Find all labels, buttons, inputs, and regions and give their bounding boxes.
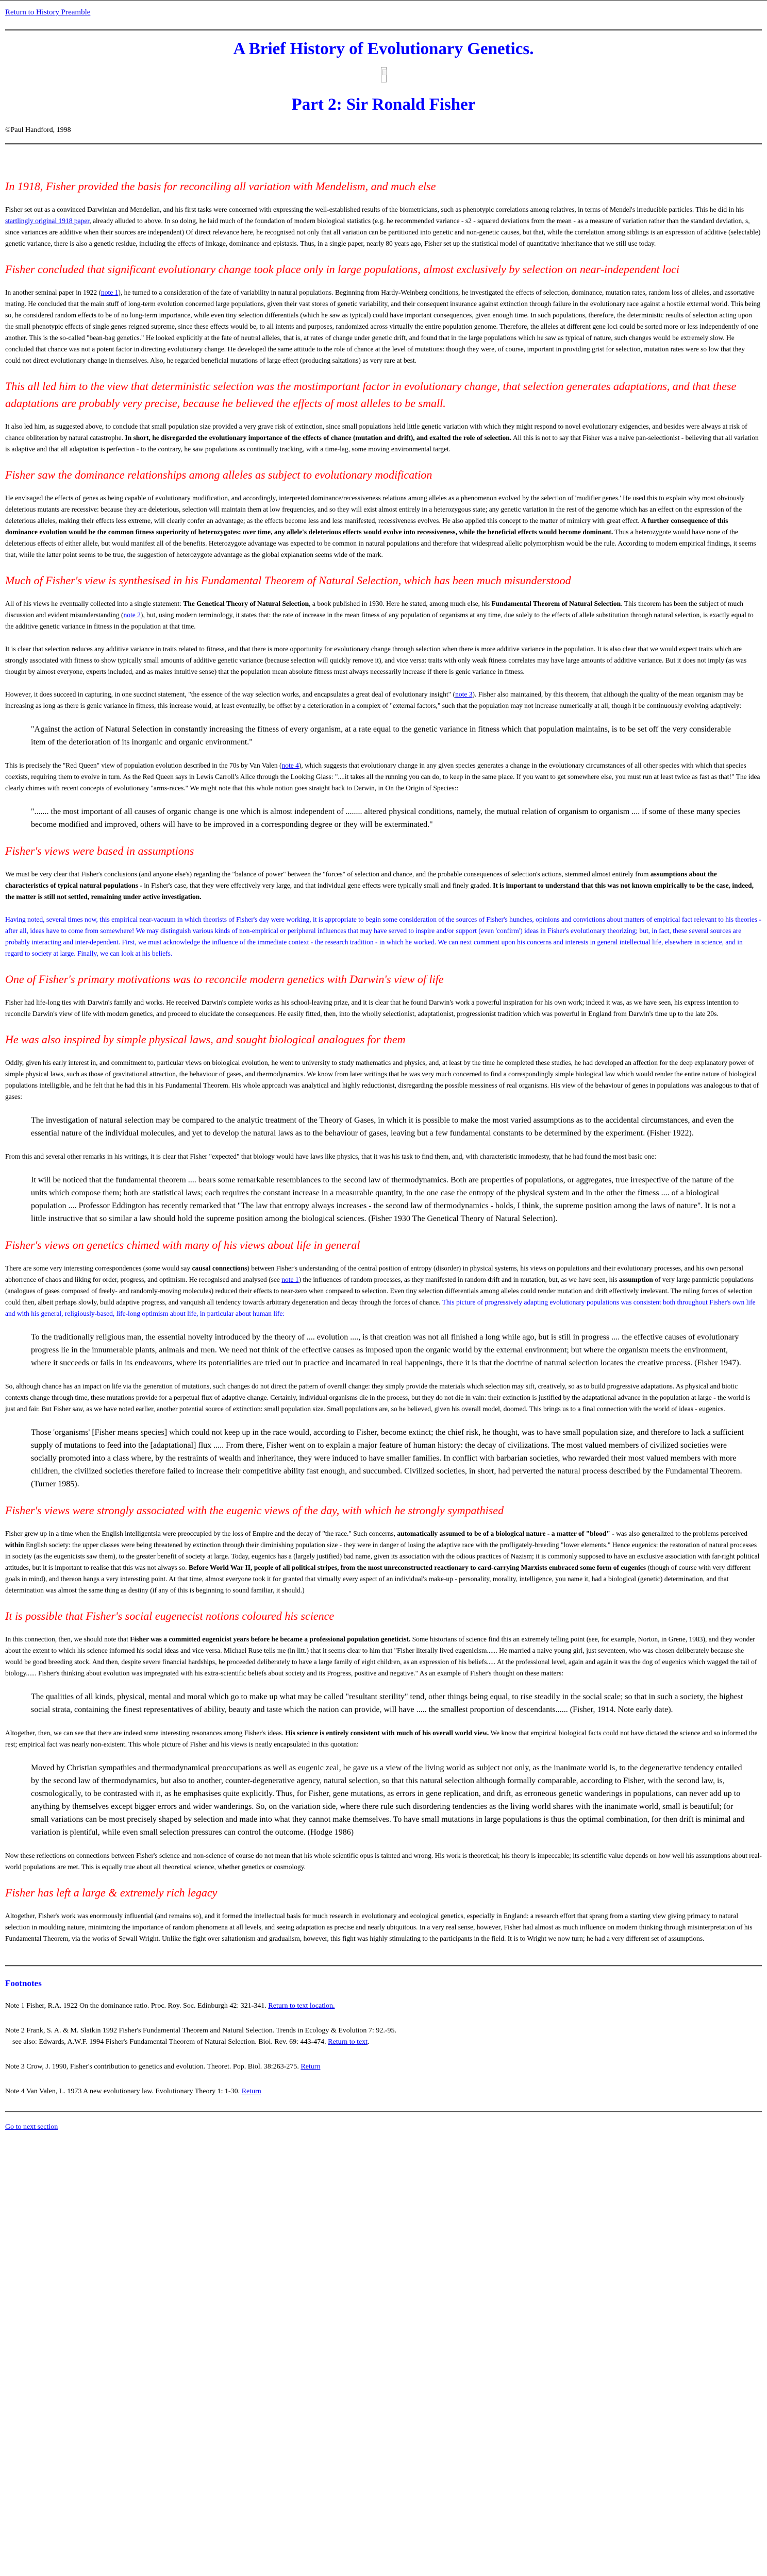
part-title: Part 2: Sir Ronald Fisher bbox=[291, 95, 476, 114]
paragraph-assumptions bbox=[5, 869, 762, 903]
text: Fisher grew up in a time when the English intelligentsia were preoccupied by the loss of Empire and the decay of "the race." Such concerns, bbox=[5, 1530, 397, 1537]
quote-theory-of-gases: The investigation of natural selection may be compared to the analytic treatment of the Theory of Gases, in which it is possible to make the most varied assumptions as to the accidental circumstances, and even the essential nature of the individual molecules, and yet to develop the natural laws as to the behaviour of gases, leaving but a few fundamental constants to be determined by the experiment. (Fisher 1922). bbox=[31, 1116, 734, 1138]
text: All of his views he eventually collected into a single statement: bbox=[5, 600, 184, 607]
copyright-notice: ©Paul Handford, 1998 bbox=[5, 126, 71, 134]
footnotes-divider bbox=[5, 1965, 762, 1967]
text: . This theorem has been the subject of much discussion and evident misunderstanding ( bbox=[5, 600, 744, 619]
text: It also led him, as suggested above, to conclude that small population size provided a very grave risk of extinction, since small populations held little genetic variation with which they might respond to novel evolutionary exigencies, and besides were always at risk of chance obliteration by natural catastrophe. bbox=[5, 422, 747, 442]
text: ) the influences of random processes, as they manifested in random drift and in mutation, but, as we have seen, his bbox=[298, 1276, 619, 1283]
footnote-text: Note 2 Frank, S. A. & M. Slatkin 1992 Fisher's Fundamental Theorem and Natural Selection. Trends in Ecology & Evolution 7: 92.-95. bbox=[5, 2027, 396, 2035]
paragraph-1922-paper bbox=[5, 287, 762, 366]
footnote-2 bbox=[5, 2025, 762, 2048]
paragraph-reflections: Now these reflections on connections between Fisher's science and non-science of course do not mean that his whole scientific opus is tainted and wrong. His work is theoretical; his theory is impeccable; its scientific value depends on how well his assumptions about real-world populations are met. This is equally true about all theoretical science, whether genetics or cosmology. bbox=[5, 1852, 762, 1871]
paragraph-red-queen bbox=[5, 760, 762, 794]
quote-turner: Those 'organisms' [Fisher means species] which could not keep up in the race would, according to Fisher, become extinct; the chief risk, he thought, was to have small population size, and therefore to lack a sufficient supply of mutations to feed into the [adaptational] flux ..... From there, Fisher went on to explain a major feature of human history: the decay of civilizations. The most valued members of civilized societies were socially promoted into a class where, by the restraints of wealth and inheritance, they were induced to have smaller families. In conflict with barbarian societies, who rewarded their most valued members with more children, the civilized societies therefore failed to increase their competitive ability fast enough, and succumbed. Civilized societies, in short, had perverted the natural process described by the Fundamental Theorem. (Turner 1985). bbox=[31, 1428, 744, 1488]
go-to-next-section-link[interactable]: Go to next section bbox=[5, 2123, 58, 2131]
text: All this is not to say that Fisher was a naive pan-selectionist - believing that all variation is adaptive and that all adaptation is perfection - to the contrary, he saw populations as continually tracking, with a time-lag, some moving environmental target. bbox=[5, 434, 759, 453]
text: Some historians of science find this an extremely telling point (see, for example, Norton, in Grene, 1983), and they wonder about the extent to which his science informed his social ideas and vice versa. Michael Ruse tells me (in litt.) that it seems clear to him that "Fisher literally lived eugenicism...... He married a naive young girl, just seventeen, who was chosen deliberately because she would be good breeding stock. And then, despite severe financial hardships, he proceeded deliberately to have a large family of eight children, as an expression of his beliefs..... At the professional level, again and again it was the dog of eugenics which wagged the tail of biology...... Fisher's thinking about evolution was impregnated with his extra-scientific beliefs about society and its Progress, positive and negative." As an example of Fisher's thought on these matters: bbox=[5, 1635, 757, 1677]
paragraph-committed-eugenicist bbox=[5, 1634, 762, 1679]
text: ), but, using modern terminology, it states that: the rate of increase in the mean fitness of any population of organisms at any time, due solely to the effects of allele substitution through natural selection, is exactly equal to the additive genetic variance in fitness in the population at that time. bbox=[5, 611, 754, 630]
quote-natural-selection: "Against the action of Natural Selection in constantly increasing the fitness of every organism, at a rate equal to the genetic variance in fitness which that population maintains, is to be set off the very considerable item of the deterioration of its inorganic and organic environment." bbox=[31, 725, 731, 747]
paragraph-legacy: Altogether, Fisher's work was enormously influential (and remains so), and it formed the intellectual basis for much research in evolutionary and ecological genetics, especially in England: a research effort that sprang from a starting view giving primacy to natural selection in moulding nature, minimizing the importance of random phenomena at all levels, and seeing adaptation as precise and nearly ubiquitous. In a very real sense, however, Fisher had almost as much influence on modern thinking through misinterpretation of his Fundamental Theorem, via the works of Sewall Wright. Unlike the fight over saltationism and gradualism, however, this fight was highly stimulating to the participants in the field. It is to Wright we now turn; he had a very different set of assumptions. bbox=[5, 1912, 753, 1942]
bold-text: The Genetical Theory of Natural Selection bbox=[183, 600, 309, 607]
text: English society: the upper classes were being threatened by extinction through their diminishing population size - they were in danger of losing the adaptive race with the profligately-breeding "lower elements." Hence eugenics: the restoration of natural processes in society (as the eugenicists saw them), to the greater benefit of society at large. Today, eugenics has a (largely justified) bad name, given its association with the odious practices of Nazism; it is commonly supposed to have an exclusive association with far-right political attitudes, but it is important to realise that this was not always so. bbox=[5, 1541, 760, 1571]
paragraph-dominance bbox=[5, 493, 762, 561]
page-body bbox=[0, 1, 767, 2143]
paragraph-expected-laws: From this and several other remarks in his writings, it is clear that Fisher "expected" that biology would have laws like physics, that it was his task to find them, and, with characteristic immodesty, that he had found the most basic one: bbox=[5, 1153, 657, 1160]
text: , already alluded to above. In so doing, he laid much of the foundation of modern biological statistics (e.g. he recommended variance - s2 - squared deviations from the mean - as a measure of variation rather than the standard deviation, s, since variances are additive when their sources are independent) Of direct relevance here, he recognised not only that all variation can be partitioned into genetic and non-genetic causes, but that, while the correlation among siblings is an expression of additive (selectable) genetic variance, there is also a genetic residue, including the effects of linkage, dominance and epistasis. Thus, in a single paper, nearly 80 years ago, Fisher set up the statistical model of quantitative inheritance that we still use today. bbox=[5, 217, 761, 247]
quote-darwin-origin: "....... the most important of all causes of organic change is one which is almost independent of ........ altered physical conditions, namely, the mutual relation of organism to organism .... if some of these many species become modified and improved, others will have to be improved in a corresponding degree or they will be exterminated." bbox=[31, 807, 741, 829]
paragraph-essence-of-selection bbox=[5, 689, 762, 711]
title-divider bbox=[5, 143, 762, 145]
footnote-4 bbox=[5, 2086, 762, 2097]
text: This is precisely the "Red Queen" view of population evolution described in the 70s by Van Valen ( bbox=[5, 761, 282, 769]
footnote-text: Note 3 Crow, J. 1990, Fisher's contribution to genetics and evolution. Theoret. Pop. Biol. 38:263-275. bbox=[5, 2063, 301, 2071]
section-heading-dominance: Fisher saw the dominance relationships among alleles as subject to evolutionary modification bbox=[5, 468, 432, 481]
header-divider-wrap bbox=[5, 29, 762, 31]
bold-text: Fisher was a committed eugenicist years before he became a professional population geneticist. bbox=[130, 1635, 411, 1643]
footnote-text: see also: Edwards, A.W.F. 1994 Fisher's Fundamental Theorem of Natural Selection. Biol. Rev. 69: 443-474. bbox=[12, 2038, 328, 2046]
text: He envisaged the effects of genes as being capable of evolutionary modification, and accordingly, interpreted dominance/recessiveness relations among alleles as a phenomenon evolved by the selection of 'modifier genes.' He used this to explain why most obviously deleterious mutants are recessive: because they are deleterious, selection will maintain them at low frequencies, and so they will exist almost entirely in a heterozygous state; any genetic variation in the rest of the genome which has an effect on the expression of the deleterious alleles, making their effects less extreme, will clearly confer an advantage; as the effects become less and less manifested, recessiveness evolves. He also applied this concept to the matter of mimicry with great effect. bbox=[5, 494, 745, 524]
section-heading-large-populations: Fisher concluded that significant evolutionary change took place only in large populations, almost exclusively by selection on near-independent loci bbox=[5, 263, 680, 276]
text: Fisher set out as a convinced Darwinian and Mendelian, and his first tasks were concerned with expressing the well-established results of the biometricians, such as phenotypic correlations among relatives, in terms of Mendel's irreducible particles. This he did in his bbox=[5, 206, 744, 213]
section-heading-fundamental-theorem: Much of Fisher's view is synthesised in his Fundamental Theorem of Natural Selection, which has been much misunderstood bbox=[5, 574, 571, 587]
footnote-2-see-also bbox=[5, 2037, 762, 2048]
page-title: A Brief History of Evolutionary Genetics. bbox=[233, 40, 534, 58]
blue-text: This picture of progressively adapting evolutionary populations was consistent both throughout Fisher's own life and with his general, religiously-based, life-long optimism about life, in particular about human life: bbox=[5, 1298, 756, 1317]
paragraph-eugenics bbox=[5, 1528, 762, 1596]
text: We know that empirical biological facts could not have dictated the science and so informed the rest; empirical fact was nearly non-existent. This whole picture of Fisher and his views is neatly encapsulated in this quotation: bbox=[5, 1729, 758, 1748]
text: We must be very clear that Fisher's conclusions (and anyone else's) regarding the "balance of power" between the "forces" of selection and chance, and the probable consequences of selection's actions, stemmed almost entirely from bbox=[5, 870, 651, 878]
paragraph-additive-variance: It is clear that selection reduces any additive variance in traits related to fitness, and that there is more opportunity for evolutionary change through selection when there is more additive variance in the population. It is also clear that we would expect traits which are strongly associated with fitness to show typically small amounts of additive genetic variance (because selection will quickly remove it), and vice versa: traits with only weak ftiness correlates may have large amounts of additive variance. But it does not imply (as was thought by almost everyone, experts included, and as makes intuitive sense) that the population mean absolute fitness must always necessarily increase if there is genic variance in fitness. bbox=[5, 645, 747, 675]
paragraph-correspondences bbox=[5, 1263, 762, 1319]
text: There are some very interesting correspondences (some would say bbox=[5, 1264, 192, 1272]
section-heading-assumptions: Fisher's views were based in assumptions bbox=[5, 844, 194, 857]
quote-hodge: Moved by Christian sympathies and thermodynamical preoccupations as well as eugenic zeal, he gave us a view of the living world as subject not only, as the inanimate world is, to the degenerative tendency entailed by the second law of thermodynamics, but also to another, counter-degenerative agency, natural selection, so that this natural selection although formally comparable, according to Fisher, with the second law, is, cosmologically, to be contrasted with it, as he emphasises quite explicitly. Thus, for Fisher, gene mutations, as errors in gene replication, and drift, as erroneous genetic wanderings in populations, can never add up to anything by themselves except bigger errors and wider wanderings. So, on the variation side, where there rule such disordering tendencies as the living world shares with the inanimate world, small is beautiful; for small variations can be most precisely shaped by selection and made into what they cannot make themselves. To have small mutations in large populations is thus the optimal combination, for then drift is minimal and variation is plentiful, while even small selection pressures can control the outcome. (Hodge 1986) bbox=[31, 1764, 745, 1837]
footnote-1 bbox=[5, 2001, 762, 2012]
bold-text: assumption bbox=[619, 1276, 653, 1283]
footnote-4-return-link[interactable]: Return bbox=[241, 2088, 261, 2095]
bottom-divider bbox=[5, 2111, 762, 2112]
footnotes-heading: Footnotes bbox=[5, 1978, 42, 1988]
paragraph-darwin-ties: Fisher had life-long ties with Darwin's family and works. He received Darwin's complete works as his school-leaving prize, and it is clear that he found Darwin's work a powerful inspiration for his own work; indeed it was, as we have seen, his express intention to reconcile Darwin's view of life with modern genetics, and proceed to elucidate the consequences. He easily fitted, then, into the wholly selectionist, adaptationist, progressionist tradition which was powerful in England from Darwin's time up to the late 20s. bbox=[5, 998, 739, 1018]
footnote-suffix: . bbox=[368, 2038, 370, 2046]
quote-resultant-sterility: The qualities of all kinds, physical, mental and moral which go to make up what may be called "resultant sterility" tend, other things being equal, to rise steadily in the social scale; so that in such a society, the highest social strata, containing the finest representatives of ability, beauty and taste which the nation can provide, will have ..... the smallest proportion of descendants...... (Fisher, 1914. Note early date). bbox=[31, 1692, 743, 1714]
bold-text: within bbox=[5, 1541, 24, 1549]
text: (though of course with very different goals in mind), and thereon hangs a very interesting point. At that time, almost everyone took it for granted that virtually every aspect of an individual's make-up - personality, morality, intelligence, you name it, had a biological (genetic) determination, and that determination was almost the same thing as destiny (if any of this is beginning to sound familiar, it should.) bbox=[5, 1564, 751, 1594]
paragraph-resonances bbox=[5, 1727, 762, 1750]
link-1918-paper[interactable]: startlingly original 1918 paper bbox=[5, 217, 90, 225]
header-divider bbox=[5, 29, 762, 31]
paragraph-chance-mutations: So, although chance has an impact on life via the generation of mutations, such changes do not direct the pattern of overall change: they simply provide the materials which selection may sift, creatively, so as to build progressive adaptations. As physical and biotic contexts change through time, these mutations provide for a perpetual flux of adaptive change. Certainly, individual organisms die in the process, but they do not die in vain: their extinction is justified by the adaptational advance in the population at large - the world is just and fair. But Fisher saw, as we have noted earlier, another potential source of extinction: small population size. Small populations are, so he believed, given his overall model, doomed. This brings us to a final connection with the world of ideas - eugenics. bbox=[5, 1382, 751, 1413]
text: ), he turned to a consideration of the fate of variability in natural populations. Beginning from Hardy-Weinberg conditions, he investigated the effects of selection, dominance, mutation rates, random loss of alleles, and assortative mating. He concluded that the main stuff of long-term evolution concerned large populations, given their vast stores of genetic variability, and their consequent insurance against extinction through failure in the evolutionary race against a hostile external world. This being so, he considered random effects to be of no long-term importance, while even tiny selection differentials (which he saw as typical) could have important consequences, given enough time. In such populations, therefore, the deterministic results of selection acting upon the small phenotypic effects of single genes reigned supreme, since these effects would be, to all intents and purposes, randomized across virtually the entire population genome. Therefore, the alleles at different gene loci could be sorted more or less independently of one another. This is the so-called "bean-bag genetics." He looked explicitly at the fate of neutral alleles, that is, at rates of change under genetic drift, and found that in the large populations which he saw as typical of nature, such changes would be extremely slow. He concluded that chance was not a potent factor in directing evolutionary change. He developed the same attitude to the role of chance at the level of mutations: though they were, of course, important in providing grist for selection, mutation rates were so low that they could not direct evolutionary change in themselves. Also, he regarded beneficial mutations of large effect (producing saltations) as very rare at best. bbox=[5, 289, 760, 364]
text: Altogether, then, we can see that there are indeed some interesting resonances among Fisher's ideas. bbox=[5, 1729, 286, 1737]
bold-text: It is important to understand that this was not known empirically to be the case, indeed, the matter is still not settled, remaining under active investigation. bbox=[5, 882, 754, 901]
text: - in Fisher's case, that they were effectively very large, and that individual gene effects were typically small and finely graded. bbox=[138, 882, 493, 889]
section-heading-eugenics: Fisher's views were strongly associated with the eugenic views of the day, with which he strongly sympathised bbox=[5, 1504, 504, 1517]
footnote-text: Note 1 Fisher, R.A. 1922 On the dominance ratio. Proc. Roy. Soc. Edinburgh 42: 321-341. bbox=[5, 2002, 269, 2010]
quote-religious-man: To the traditionally religious man, the essential novelty introduced by the theory of .... evolution ...., is that creation was not all finished a long while ago, but is still in progress .... the effective causes of evolutionary progress lie in the innumerable plants, animals and men. We need not think of the effective causes as imposed upon the organic world by the external environment; but where the organism meets the environment, where it succeeds or fails in its endeavours, where its potentialities are tried out in practice and incarnated in real happenings, there it is that the doctrine of natural selection locates the creative process. (Fisher 1947). bbox=[31, 1333, 741, 1367]
text: ) between Fisher's understanding of the central position of entropy (disorder) in physical systems, his views on populations and their evolutionary processes, and his own personal abhorrence of chaos and liking for order, progress, and optimism. He recognised and analysed (see bbox=[5, 1264, 744, 1283]
bold-text: His science is entirely consistent with much of his overall world view. bbox=[285, 1729, 489, 1737]
text: Thus a heterozygote would have none of the deleterious effects of either allele, but would manifest all of the benefits. Heterozygote advantage was expected to be common in natural populations and therefore that widespread allelic polymorphism would be the rule. According to modern empirical findings, it seems that, while the latter point seems to be true, the suggestion of heterozygote advantage as the global explanation seems wide of the mark. bbox=[5, 528, 756, 558]
section-heading-life-in-general: Fisher's views on genetics chimed with many of his views about life in general bbox=[5, 1239, 360, 1251]
section-heading-deterministic-selection: This all led him to the view that deterministic selection was the mostimportant factor in evolutionary change, that selection generates adaptations, and that these adaptations are probably very precise, because he believed the effects of most alleles to be small. bbox=[5, 380, 737, 410]
paragraph-physics: Oddly, given his early interest in, and commitment to, particular views on biological evolution, he went to university to study mathematics and physics, and, at least by the time he completed these studies, he had developed an affection for the deep explanatory power of simple physical laws, such as those of gravitational attraction, the behaviour of gases, and thermodynamics. We know from later writings that he was very much concerned to find a correspondingly simple biological law which would render the entire nature of biological populations intelligible, and he felt that he had this in his Fundamental Theorem. His whole approach was analytical and highly reductionist, disregarding the possible messiness of real organisms. His view of the behaviour of genes in populations was analogous to that of gases: bbox=[5, 1059, 759, 1100]
footnote-3-return-link[interactable]: Return bbox=[301, 2063, 321, 2071]
link-note-3[interactable]: note 3 bbox=[455, 690, 473, 698]
footnote-3 bbox=[5, 2061, 762, 2073]
footnote-1-return-link[interactable]: Return to text location. bbox=[268, 2002, 335, 2010]
paragraph-1918-paper bbox=[5, 204, 762, 249]
text: - was also generalized to the problems perceived bbox=[610, 1530, 748, 1537]
bold-text: A further consequence of this dominance evolution would be the common fitness superiority of heterozygotes: over time, any allele's deleterious effects would evolve into recessiveness, while the beneficial effects would become dominant. bbox=[5, 517, 728, 536]
text: ), which suggests that evolutionary change in any given species generates a change in the evolutionary circumstances of all other species with which that species coexists, requiring them to evolve in turn. As the Red Queen says in Lewis Carroll's Alice through the Looking Glass: "....it takes all the running you can do, to keep in the same place. If you want to get somewhere else, you must run at least twice as fast as that!" The idea clearly chimes with recent concepts of evolutionary "arms-races." We might note that this whole notion goes straight back to Darwin, in On the Origin of Species:: bbox=[5, 761, 760, 792]
bold-text: In short, he disregarded the evolutionary importance of the effects of chance (mutation and drift), and exalted the role of selection. bbox=[125, 434, 512, 442]
section-heading-coloured-science: It is possible that Fisher's social eugenecist notions coloured his science bbox=[5, 1609, 335, 1622]
footnote-text: Note 4 Van Valen, L. 1973 A new evolutionary law. Evolutionary Theory 1: 1-30. bbox=[5, 2088, 242, 2095]
bold-text: Before World War II, people of all political stripes, from the most unreconstructed reactionary to card-carrying Marxists embraced some form of eugenics bbox=[188, 1564, 646, 1571]
text: of very large panmictic populations (analogues of gases composed of freely- and randomly-moving molecules) reduced their effects to near-zero when compared to selection. Even tiny selection differentials among alleles could render mutation and drift effectively irrelevant. The ruling forces of selection could then, albeit perhaps slowly, build adaptive progress, and vanquish all tendency towards arbitrary degeneration and decay through the forces of chance. bbox=[5, 1276, 754, 1306]
return-to-history-preamble-link[interactable]: Return to History Preamble bbox=[5, 8, 91, 16]
footnote-2-return-link[interactable]: Return to text bbox=[328, 2038, 368, 2046]
section-heading-1918-paper: In 1918, Fisher provided the basis for reconciling all variation with Mendelism, and much else bbox=[5, 180, 436, 193]
broken-image-icon bbox=[381, 67, 387, 82]
link-note-1[interactable]: note 1 bbox=[101, 289, 119, 296]
bottom-divider-wrap bbox=[5, 2111, 762, 2112]
text: In another seminal paper in 1922 ( bbox=[5, 289, 101, 296]
link-note-1-repeat[interactable]: note 1 bbox=[281, 1276, 299, 1283]
text: In this connection, then, we should note that bbox=[5, 1635, 130, 1643]
bold-text: Fundamental Theorem of Natural Selection bbox=[491, 600, 621, 607]
text: , a book published in 1930. Here he stated, among much else, his bbox=[309, 600, 492, 607]
title-divider-wrap bbox=[5, 143, 762, 145]
footnotes-divider-wrap bbox=[5, 1965, 762, 1967]
bold-text: causal connections bbox=[192, 1264, 247, 1272]
paragraph-empirical-vacuum: Having noted, several times now, this empirical near-vacuum in which theorists of Fisher's day were working, it is appropriate to begin some consideration of the sources of Fisher's hunches, opinions and convictions about matters of empirical fact relevant to his theories - after all, ideas have to come from somewhere! We may distinguish various kinds of non-empirical or peripheral influences that may have served to inspire and/or support (even 'confirm') ideas in Fisher's evolutionary theorizing; but, in fact, these several sources are probably interacting and inter-dependent. First, we must acknowledge the influence of the immediate context - the research tradition - in which he worked. We can next comment upon his concerns and interests in general intellectual life, elsewhere in science, and in regard to society at large. Finally, we can look at his beliefs. bbox=[5, 916, 761, 957]
paragraph-genetical-theory bbox=[5, 598, 762, 632]
bold-text: assumptions about the characteristics of typical natural populations bbox=[5, 870, 717, 889]
section-heading-darwin: One of Fisher's primary motivations was to reconcile modern genetics with Darwin's view of life bbox=[5, 973, 444, 986]
bold-text: automatically assumed to be of a biological nature - a matter of "blood" bbox=[397, 1530, 610, 1537]
section-heading-physical-laws: He was also inspired by simple physical laws, and sought biological analogues for them bbox=[5, 1033, 406, 1046]
paragraph-small-populations bbox=[5, 421, 762, 455]
section-heading-legacy: Fisher has left a large & extremely rich legacy bbox=[5, 1886, 218, 1899]
link-note-2[interactable]: note 2 bbox=[123, 611, 141, 619]
text: ). Fisher also maintained, by this theorem, that although the quality of the mean organism may be increasing as long as there is genic variance in fitness, this increase would, at least eventually, be offset by a deterioration in a complex of "external factors," such that the population may not increase numerically at all, though it be continuously evolving adaptively: bbox=[5, 690, 744, 709]
text: However, it does succeed in capturing, in one succinct statement, "the essence of the way selection works, and encapsulates a great deal of evolutionary insight" ( bbox=[5, 690, 456, 698]
quote-thermodynamics: It will be noticed that the fundamental theorem .... bears some remarkable resemblances to the second law of thermodynamics. Both are properties of populations, or aggregates, true irrespective of the nature of the units which compose them; both are statistical laws; each requires the constant increase in a measurable quantity, in the one case the entropy of the physical system and in the other the fitness .... of a biological population .... Professor Eddington has recently remarked that "The law that entropy always increases - the second law of thermodynamics - holds, I think, the supreme position among the laws of nature". It is not a little instructive that so similar a law should hold the supreme position among the biological sciences. (Fisher 1930 The Genetical Theory of Natural Selection). bbox=[31, 1176, 736, 1223]
link-note-4[interactable]: note 4 bbox=[281, 761, 299, 769]
